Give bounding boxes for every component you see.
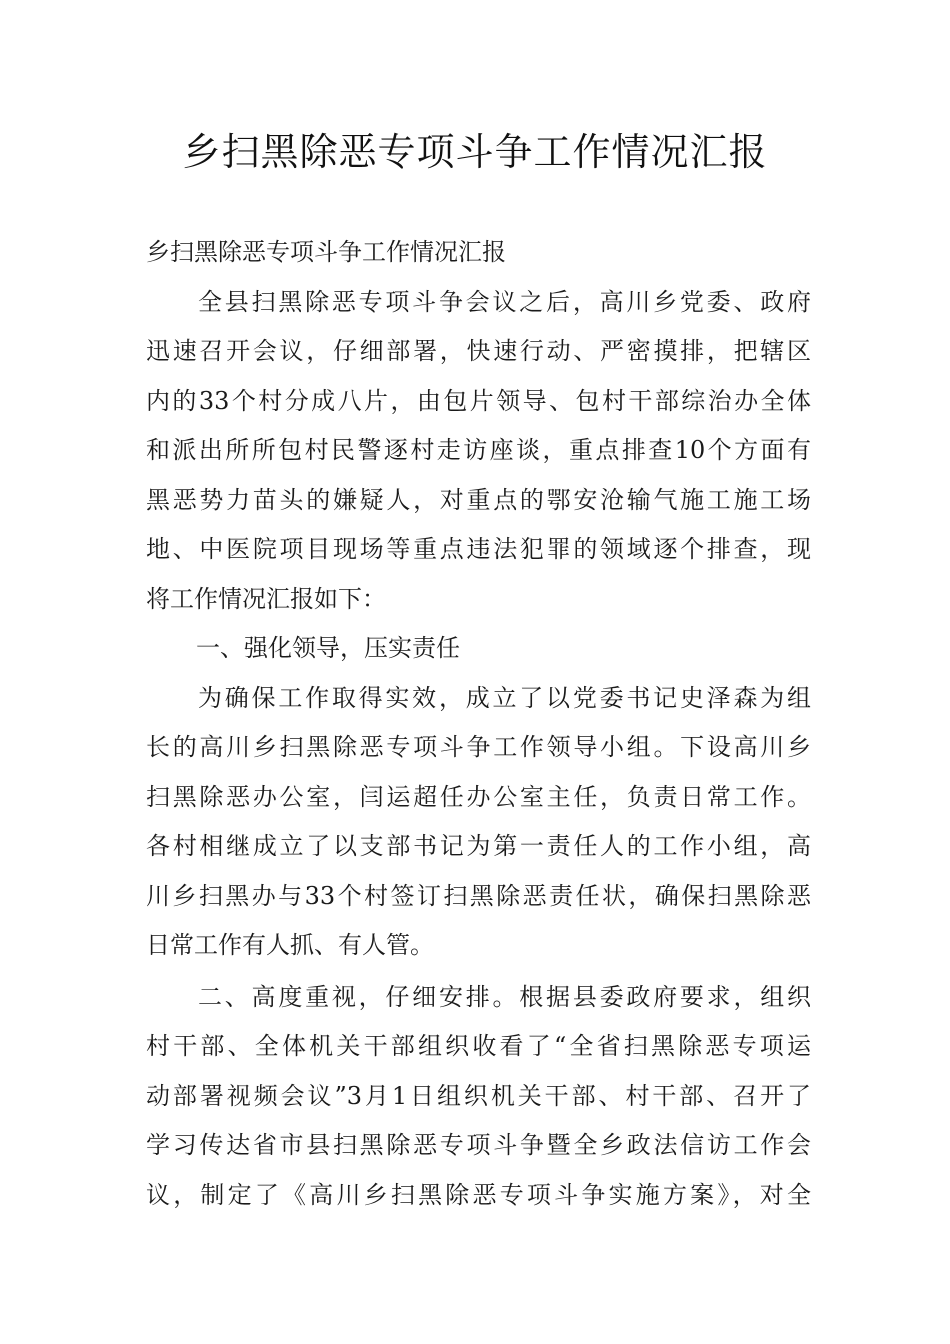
paragraph-line: 动部署视频会议”3月1日组织机关干部、村干部、召开了 [146,1081,811,1110]
document-body [146,228,811,1220]
paragraph-line: 地、中医院项目现场等重点违法犯罪的领域逐个排查，现 [146,535,811,563]
paragraph-line: 和派出所所包村民警逐村走访座谈，重点排查10个方面有 [146,436,811,464]
paragraph-line: 扫黑除恶办公室，闫运超任办公室主任，负责日常工作。 [146,782,811,811]
paragraph-line: 学习传达省市县扫黑除恶专项斗争暨全乡政法信访工作会 [146,1131,811,1159]
paragraph-line: 二、高度重视，仔细安排。根据县委政府要求，组织 [198,982,811,1011]
paragraph-line: 议，制定了《高川乡扫黑除恶专项斗争实施方案》，对全 [146,1180,811,1209]
paragraph-line: 村干部、全体机关干部组织收看了“全省扫黑除恶专项运 [146,1032,811,1060]
paragraph-line: 各村相继成立了以支部书记为第一责任人的工作小组，高 [146,832,811,860]
paragraph-line: 全县扫黑除恶专项斗争会议之后，高川乡党委、政府 [198,287,811,316]
paragraph-line: 将工作情况汇报如下： [146,584,386,613]
subtitle-line: 乡扫黑除恶专项斗争工作情况汇报 [146,238,506,266]
paragraph-line: 迅速召开会议，仔细部署，快速行动、严密摸排，把辖区 [146,337,811,365]
document-title: 乡扫黑除恶专项斗争工作情况汇报 [182,130,768,174]
paragraph-line: 川乡扫黑办与33个村签订扫黑除恶责任状，确保扫黑除恶 [146,881,811,910]
paragraph-line: 长的高川乡扫黑除恶专项斗争工作领导小组。下设高川乡 [146,733,811,761]
paragraph-line: 内的33个村分成八片，由包片领导、包村干部综治办全体 [146,386,811,415]
section-heading: 一、强化领导，压实责任 [196,634,460,662]
paragraph-line: 为确保工作取得实效，成立了以党委书记史泽森为组 [198,683,811,712]
paragraph-line: 日常工作有人抓、有人管。 [146,931,434,959]
paragraph-line: 黑恶势力苗头的嫌疑人，对重点的鄂安沧输气施工施工场 [146,485,811,514]
